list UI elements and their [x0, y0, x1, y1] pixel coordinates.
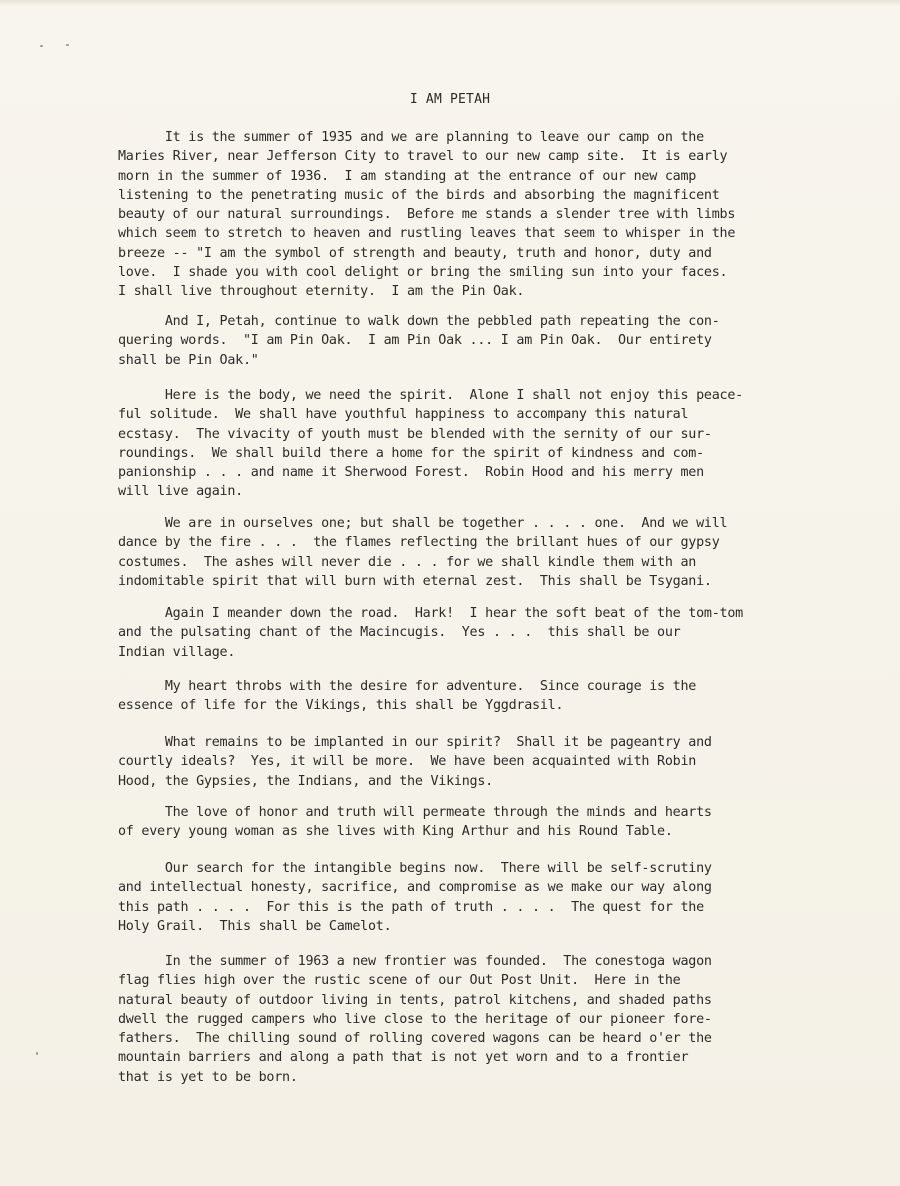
paragraph-line: will live again.	[118, 484, 243, 500]
paragraph-line: of every young woman as she lives with King Arthur and his Round Table.	[118, 824, 673, 840]
paragraph-line: And I, Petah, continue to walk down the pebbled path repeating the con-	[118, 314, 720, 329]
paragraph	[118, 803, 838, 842]
paragraph	[118, 952, 838, 1087]
document-title: I AM PETAH	[409, 92, 491, 107]
paragraph-line: costumes. The ashes will never die . . . for we shall kindle them with an	[118, 554, 697, 570]
paragraph-line: breeze -- "I am the symbol of strength and beauty, truth and honor, duty and	[118, 245, 712, 261]
paragraph	[118, 514, 838, 591]
paragraph-line: and intellectual honesty, sacrifice, and compromise as we make our way along	[118, 880, 712, 896]
paragraph-line: Indian village.	[118, 644, 236, 660]
paragraph-line: What remains to be implanted in our spirit? Shall it be pageantry and	[118, 735, 712, 750]
paragraph-line: morn in the summer of 1936. I am standing at the entrance of our new camp	[118, 168, 697, 184]
paper-edge-shadow	[0, 0, 900, 6]
paragraph-line: dwell the rugged campers who live close to the heritage of our pioneer fore-	[118, 1011, 712, 1027]
paragraph-line: I shall live throughout eternity. I am the Pin Oak.	[118, 284, 525, 300]
paragraph-line: ful solitude. We shall have youthful happiness to accompany this natural	[118, 407, 689, 423]
paragraph-line: panionship . . . and name it Sherwood Forest. Robin Hood and his merry men	[118, 465, 704, 481]
paragraph	[118, 604, 838, 662]
paragraph-line: natural beauty of outdoor living in tents, patrol kitchens, and shaded paths	[118, 992, 712, 1008]
paragraph-line: Hood, the Gypsies, the Indians, and the Vikings.	[118, 773, 493, 789]
paragraph-line: Holy Grail. This shall be Camelot.	[118, 918, 392, 934]
paper-speck	[36, 1052, 38, 1055]
paragraph-line: and the pulsating chant of the Macincugis. Yes . . . this shall be our	[118, 625, 681, 641]
paragraph-line: mountain barriers and along a path that is not yet worn and to a frontier	[118, 1050, 689, 1066]
paragraph	[118, 386, 838, 502]
paragraph-line: roundings. We shall build there a home for the spirit of kindness and com-	[118, 445, 704, 461]
paragraph-line: flag flies high over the rustic scene of our Out Post Unit. Here in the	[118, 973, 681, 989]
paragraph-line: indomitable spirit that will burn with eternal zest. This shall be Tsygani.	[118, 573, 712, 589]
paragraph	[118, 677, 838, 716]
paper-speck	[40, 45, 43, 47]
paragraph-line: dance by the fire . . . the flames reflecting the brillant hues of our gypsy	[118, 535, 720, 551]
paragraph	[118, 733, 838, 791]
paragraph-line: love. I shade you with cool delight or bring the smiling sun into your faces.	[118, 265, 728, 281]
paragraph-line: My heart throbs with the desire for adventure. Since courage is the	[118, 679, 697, 694]
paragraph-line: this path . . . . For this is the path of truth . . . . The quest for the	[118, 899, 704, 915]
paragraph-line: that is yet to be born.	[118, 1069, 298, 1085]
paragraph	[118, 312, 838, 370]
paragraph-line: ecstasy. The vivacity of youth must be blended with the sernity of our sur-	[118, 426, 712, 442]
paragraph-line: We are in ourselves one; but shall be together . . . . one. And we will	[118, 516, 728, 531]
paragraph-line: quering words. "I am Pin Oak. I am Pin Oak ... I am Pin Oak. Our entirety	[118, 333, 712, 349]
paragraph	[118, 859, 838, 936]
paragraph-line: shall be Pin Oak."	[118, 352, 259, 368]
paragraph-line: fathers. The chilling sound of rolling covered wagons can be heard o'er the	[118, 1031, 712, 1047]
paragraph-line: It is the summer of 1935 and we are planning to leave our camp on the	[118, 130, 704, 145]
paragraph-line: essence of life for the Vikings, this shall be Yggdrasil.	[118, 698, 564, 714]
paragraph-line: courtly ideals? Yes, it will be more. We have been acquainted with Robin	[118, 754, 697, 770]
paragraph-line: In the summer of 1963 a new frontier was founded. The conestoga wagon	[118, 954, 712, 969]
paper-speck	[66, 44, 69, 46]
paragraph-line: listening to the penetrating music of the birds and absorbing the magnificent	[118, 187, 720, 203]
paragraph-line: Maries River, near Jefferson City to travel to our new camp site. It is early	[118, 149, 728, 165]
paragraph-line: Our search for the intangible begins now. There will be self-scrutiny	[118, 861, 712, 876]
paragraph-line: beauty of our natural surroundings. Before me stands a slender tree with limbs	[118, 207, 736, 223]
paragraph-line: Here is the body, we need the spirit. Alone I shall not enjoy this peace-	[118, 388, 743, 403]
paragraph-line: which seem to stretch to heaven and rustling leaves that seem to whisper in the	[118, 226, 736, 242]
paragraph-line: The love of honor and truth will permeate through the minds and hearts	[118, 805, 712, 820]
paragraph	[118, 128, 838, 302]
paragraph-line: Again I meander down the road. Hark! I hear the soft beat of the tom-tom	[118, 606, 743, 621]
